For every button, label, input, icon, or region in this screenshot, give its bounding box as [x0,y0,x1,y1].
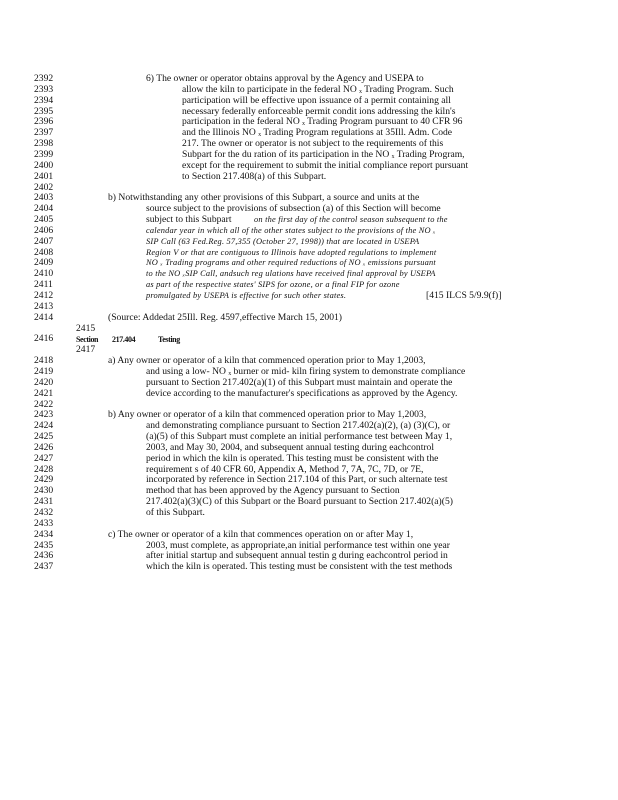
line-number: 2421 [34,387,54,399]
text-line: requirement s of 40 CFR 60, Appendix A, Method 7, 7A, 7C, 7D, or 7E, [146,463,424,475]
line-number: 2422 [34,398,54,410]
line-number: 2407 [34,235,54,247]
line-number: 2420 [34,376,54,388]
text-line: c) The owner or operator of a kiln that commences operation on or after May 1, [108,528,414,540]
line-number: 2418 [34,355,54,367]
line-number: 2405 [34,214,54,226]
text-line: and using a low- NO ₓ burner or mid- kiln firing system to demonstrate compliance [146,365,466,377]
text-line: NO ₓ Trading programs and other required reductions of NO ₓ emissions pursuant [146,258,436,268]
text-line: source subject to the provisions of subsection (a) of this Section will become [146,203,441,215]
text-line: of this Subpart. [146,507,205,518]
text-line: subject to this Subpart [146,214,232,226]
text-line: and the Illinois NO ₓ Trading Program regulations at 35Ill. Adm. Code [182,127,453,139]
text-line: to Section 217.408(a) of this Subpart. [182,170,327,182]
text-line: necessary federally enforceable permit condit ions addressing the kiln's [182,105,456,117]
line-number: 2410 [34,268,54,280]
line-number: 2403 [34,192,54,204]
line-number: 2393 [34,83,54,95]
line-number: 2412 [34,290,54,301]
line-number: 2413 [34,300,54,312]
text-line: calendar year in which all of the other states subject to the provisions of the NO ₓ [146,225,436,235]
line-number: 2428 [34,463,54,475]
line-number: 2397 [34,127,54,139]
text-line: participation will be effective upon issuance of a permit containing all [182,94,451,106]
line-number: 2401 [34,170,54,182]
section-title: Testing [158,335,180,345]
line-number: 2414 [34,311,54,323]
line-number: 2417 [76,344,96,356]
line-number: 2434 [34,528,54,540]
line-number: 2427 [34,452,54,464]
line-number: 2423 [34,409,54,421]
line-number: 2432 [34,507,54,518]
text-line: participation in the federal NO ₓ Trading Program pursuant to 40 CFR 96 [182,116,463,128]
text-line: and demonstrating compliance pursuant to Section 217.402(a)(2), (a) (3)(C), or [146,420,451,432]
section-label: Section [76,335,99,345]
text-line: b) Any owner or operator of a kiln that commenced operation prior to May 1,2003, [108,409,427,421]
text-line: allow the kiln to participate in the federal NO ₓ Trading Program. Such [182,83,454,95]
text-line: 217. The owner or operator is not subject to the requirements of this [182,138,444,150]
text-line: after initial startup and subsequent annual testin g during eachcontrol period in [146,550,448,562]
line-number: 2415 [76,322,96,334]
line-number: 2395 [34,105,54,117]
text-line: 217.402(a)(3)(C) of this Subpart or the Board pursuant to Section 217.402(a)(5) [146,496,453,508]
line-number: 2419 [34,365,54,377]
line-number: 2409 [34,257,54,269]
line-number: 2436 [34,550,54,562]
text-line: b) Notwithstanding any other provisions of this Subpart, a source and units at the [108,192,420,204]
text-line: as part of the respective states' SIPS for ozone, or a final FIP for ozone [146,280,400,290]
line-number: 2408 [34,246,54,258]
text-line: (a)(5) of this Subpart must complete an initial performance test between May 1, [146,431,453,443]
text-line: incorporated by reference in Section 217.104 of this Part, or such alternate test [146,474,448,486]
line-number: 2392 [34,73,54,84]
text-line: 6) The owner or operator obtains approval by the Agency and USEPA to [146,73,424,84]
text-line: except for the requirement to submit the initial compliance report pursuant [182,159,469,171]
line-number: 2431 [34,496,54,508]
line-number: 2437 [34,561,54,573]
text-line: method that has been approved by the Agency pursuant to Section [146,485,400,497]
text-line: period in which the kiln is operated. This testing must be consistent with the [146,452,439,464]
text-line: SIP Call (63 Fed.Reg. 57,355 (October 27, 1998)) that are located in USEPA [146,236,420,246]
line-number: 2404 [34,203,54,215]
text-line: 2003, and May 30, 2004, and subsequent annual testing during eachcontrol [146,441,435,453]
line-number: 2398 [34,138,54,150]
text-line: on the first day of the control season subsequent to the [254,215,448,225]
line-number: 2406 [34,224,54,236]
line-number: 2430 [34,485,54,497]
line-number: 2411 [34,279,53,291]
line-number: 2399 [34,148,54,160]
line-number: 2396 [34,116,54,128]
text-line: pursuant to Section 217.402(a)(1) of this Subpart must maintain and operate the [146,376,453,388]
line-number: 2433 [34,517,54,529]
text-line: device according to the manufacturer's specifications as approved by the Agency. [146,387,458,399]
text-line: Region V or that are contiguous to Illinois have adopted regulations to implement [146,247,437,257]
line-number: 2416 [34,333,54,345]
line-number: 2426 [34,441,54,453]
text-line: which the kiln is operated. This testing must be consistent with the test methods [146,561,453,573]
line-number: 2402 [34,181,54,193]
section-number: 217.404 [112,335,136,345]
text-line: Subpart for the du ration of its participation in the NO ₓ Trading Program, [182,148,465,160]
text-line: 2003, must complete, as appropriate,an initial performance test within one year [146,539,450,551]
text-line: a) Any owner or operator of a kiln that commenced operation prior to May 1,2003, [108,355,426,367]
line-number: 2429 [34,474,54,486]
text-line: (Source: Addedat 25Ill. Reg. 4597,effective March 15, 2001) [108,311,343,323]
line-number: 2425 [34,431,54,443]
line-number: 2424 [34,420,54,432]
line-number: 2400 [34,159,54,171]
text-line: [415 ILCS 5/9.9(f)] [426,290,502,301]
text-line: promulgated by USEPA is effective for such other states. [146,291,347,300]
line-number: 2435 [34,539,54,551]
text-line: to the NO ₓSIP Call, andsuch reg ulations have received final approval by USEPA [146,269,436,279]
line-number: 2394 [34,94,54,106]
